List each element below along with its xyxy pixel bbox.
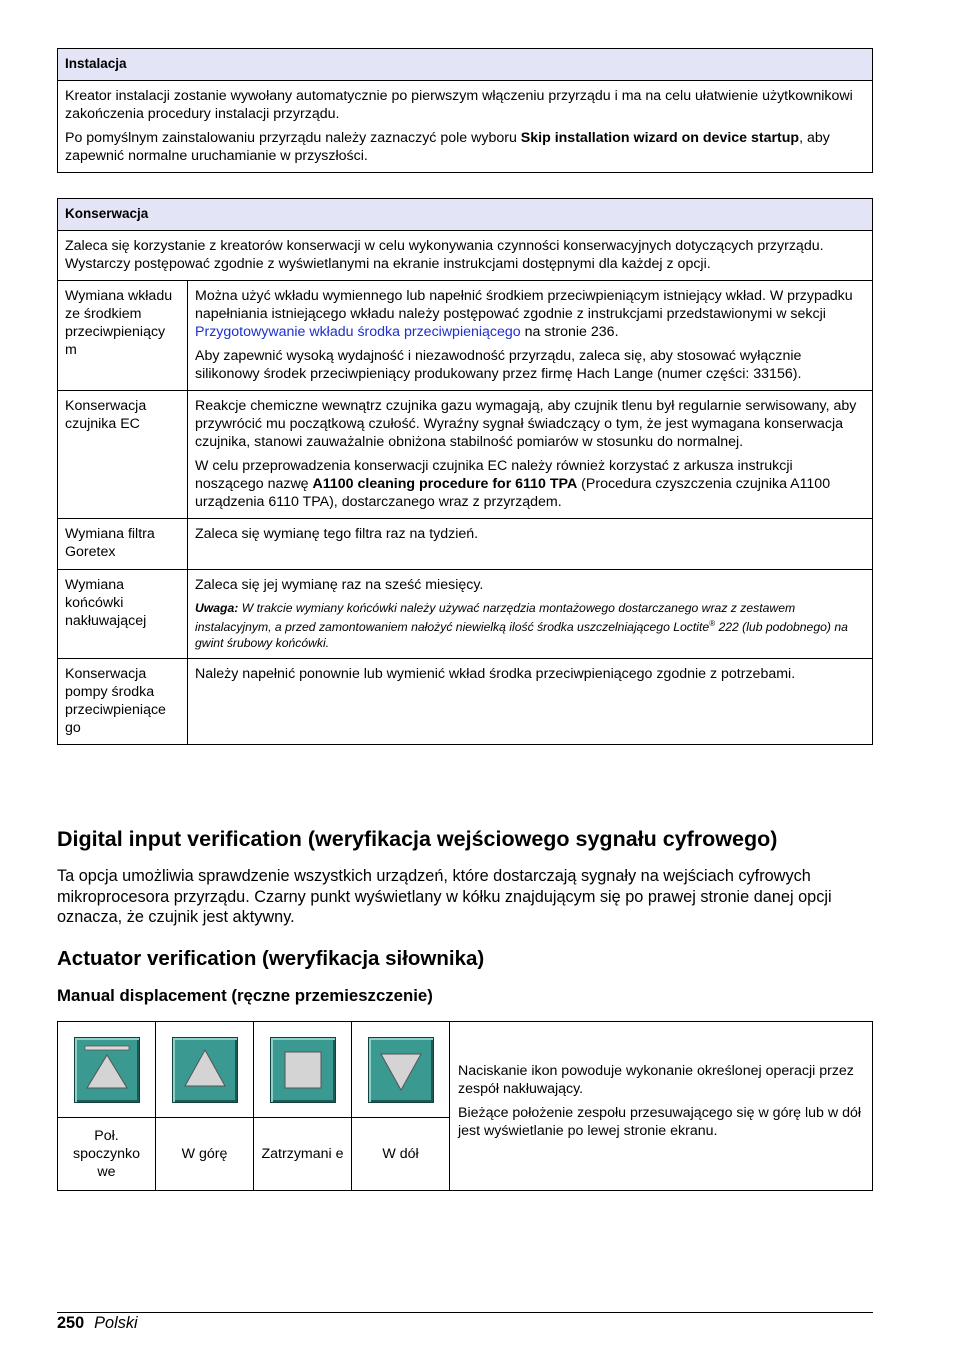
paragraph: Bieżące położenie zespołu przesuwającego się w górę lub w dół jest wyświetlanie po lewej stronie ekranu. <box>458 1105 862 1139</box>
text: W celu przeprowadzenia konserwacji czujnika EC należy również korzystać z arkusza instrukcji noszącego nazwę <box>195 458 793 492</box>
option-name: Skip installation wizard on device startup <box>520 130 800 146</box>
installation-paragraph-1: Kreator instalacji zostanie wywołany automatycznie po pierwszym włączeniu przyrządu i ma na celu ułatwienie użytkownikowi zakończenia procedury instalacji przyrządu. <box>65 88 853 122</box>
paragraph: Zaleca się wymianę tego filtra raz na tydzień. <box>195 526 479 542</box>
footer-divider <box>57 1312 873 1313</box>
section-link[interactable]: Przygotowywanie wkładu środka przeciwpieniącego <box>195 324 521 340</box>
paragraph: Zaleca się jej wymianę raz na sześć miesięcy. <box>195 577 484 593</box>
text: 222 (lub podobnego) na gwint śrubowy końcówki. <box>195 620 848 651</box>
installation-paragraph-2 <box>65 129 865 165</box>
note-label: Uwaga: <box>195 601 239 615</box>
installation-header: Instalacja <box>58 49 873 81</box>
row-description <box>188 570 873 659</box>
paragraph: Naciskanie ikon powoduje wykonanie określonej operacji przez zespół nakłuwający. <box>458 1063 854 1097</box>
row-description <box>188 281 873 391</box>
installation-body <box>58 81 873 173</box>
button-label-stop: Zatrzymani e <box>254 1118 352 1191</box>
icon-cell <box>254 1022 352 1118</box>
icon-cell <box>156 1022 254 1118</box>
footer <box>57 1314 138 1333</box>
row-name: Konserwacja pompy środka przeciwpieniące go <box>58 659 188 745</box>
row-description <box>188 519 873 570</box>
button-label-rest: Poł. spoczynko we <box>58 1118 156 1191</box>
text: , aby zapewnić normalne uruchamianie w przyszłości. <box>65 130 830 164</box>
row-description <box>188 659 873 745</box>
document-name: A1100 cleaning procedure for 6110 TPA <box>312 476 578 492</box>
icon-cell <box>58 1022 156 1118</box>
paragraph: Reakcje chemiczne wewnątrz czujnika gazu wymagają, aby czujnik tlenu był regularnie serwisowany, aby przywrócić mu początkową czułość. Wyraźny sygnał świadczący o tym, że jest wymagana konserwacja czujnika, stanowi zauważalnie obniżona stabilność pomiarów w stosunku do normalnej. <box>195 398 857 450</box>
registered-mark: ® <box>709 619 716 628</box>
language-label: Polski <box>94 1314 138 1332</box>
table-row <box>58 570 873 659</box>
rest-position-icon[interactable] <box>74 1037 140 1103</box>
arrow-down-icon[interactable] <box>368 1037 434 1103</box>
stop-icon[interactable] <box>270 1037 336 1103</box>
actuator-description <box>450 1022 873 1191</box>
maintenance-header: Konserwacja <box>58 199 873 231</box>
text: na stronie 236. <box>520 324 619 340</box>
paragraph: Należy napełnić ponownie lub wymienić wkład środka przeciwpieniącego zgodnie z potrzebami. <box>195 666 796 683</box>
paragraph: Aby zapewnić wysoką wydajność i niezawodność przyrządu, zaleca się, aby stosować wyłącznie silikonowy środek przeciwpieniący produkowany przez firmę Hach Lange (numer części: 33156). <box>195 348 802 382</box>
maintenance-table <box>57 198 873 745</box>
text: Po pomyślnym zainstalowaniu przyrządu należy zaznaczyć pole wyboru <box>65 130 521 146</box>
table-row <box>58 519 873 570</box>
row-name: Wymiana końcówki nakłuwającej <box>58 570 188 659</box>
paragraph <box>195 287 865 341</box>
actuator-heading: Actuator verification (weryfikacja siłownika) <box>57 947 485 970</box>
manual-displacement-heading: Manual displacement (ręczne przemieszczenie) <box>57 986 433 1005</box>
page-number: 250 <box>57 1314 85 1332</box>
text: (Procedura czyszczenia czujnika A1100 urządzenia 6110 TPA), dostarczanego wraz z przyrządem. <box>195 476 831 510</box>
actuator-table <box>57 1021 873 1191</box>
paragraph <box>195 457 865 511</box>
row-name: Konserwacja czujnika EC <box>58 391 188 519</box>
icon-cell <box>352 1022 450 1118</box>
arrow-up-icon[interactable] <box>172 1037 238 1103</box>
row-name: Wymiana wkładu ze środkiem przeciwpieniący m <box>58 281 188 391</box>
button-label-up: W górę <box>156 1118 254 1191</box>
table-row <box>58 659 873 745</box>
text: Można użyć wkładu wymiennego lub napełnić środkiem przeciwpieniącym istniejący wkład. W przypadku napełniania istniejącego wkładu należy postępować zgodnie z instrukcjami przedstawionymi w sekcji <box>195 288 853 322</box>
note <box>195 600 865 651</box>
button-label-down: W dół <box>352 1118 450 1191</box>
installation-table <box>57 48 873 173</box>
digital-input-heading: Digital input verification (weryfikacja wejściowego sygnału cyfrowego) <box>57 827 778 851</box>
table-row <box>58 281 873 391</box>
maintenance-intro: Zaleca się korzystanie z kreatorów konserwacji w celu wykonywania czynności konserwacyjnych dotyczących przyrządu. Wystarczy postępować zgodnie z wyświetlanymi na ekranie instrukcjami dostępnymi dla każdej z opcji. <box>58 231 873 281</box>
row-name: Wymiana filtra Goretex <box>58 519 188 570</box>
row-description <box>188 391 873 519</box>
text: W trakcie wymiany końcówki należy używać narzędzia montażowego dostarczanego wraz z zestawem instalacyjnym, a przed zamontowaniem nałożyć niewielką ilość środka uszczelniającego Loctite <box>195 601 796 635</box>
digital-input-text: Ta opcja umożliwia sprawdzenie wszystkich urządzeń, które dostarczają sygnały na wejściach cyfrowych mikroprocesora przyrządu. Czarny punkt wyświetlany w kółku znajdującym się po prawej stronie danej opcji oznacza, że czujnik jest aktywny. <box>57 867 832 926</box>
table-row <box>58 391 873 519</box>
